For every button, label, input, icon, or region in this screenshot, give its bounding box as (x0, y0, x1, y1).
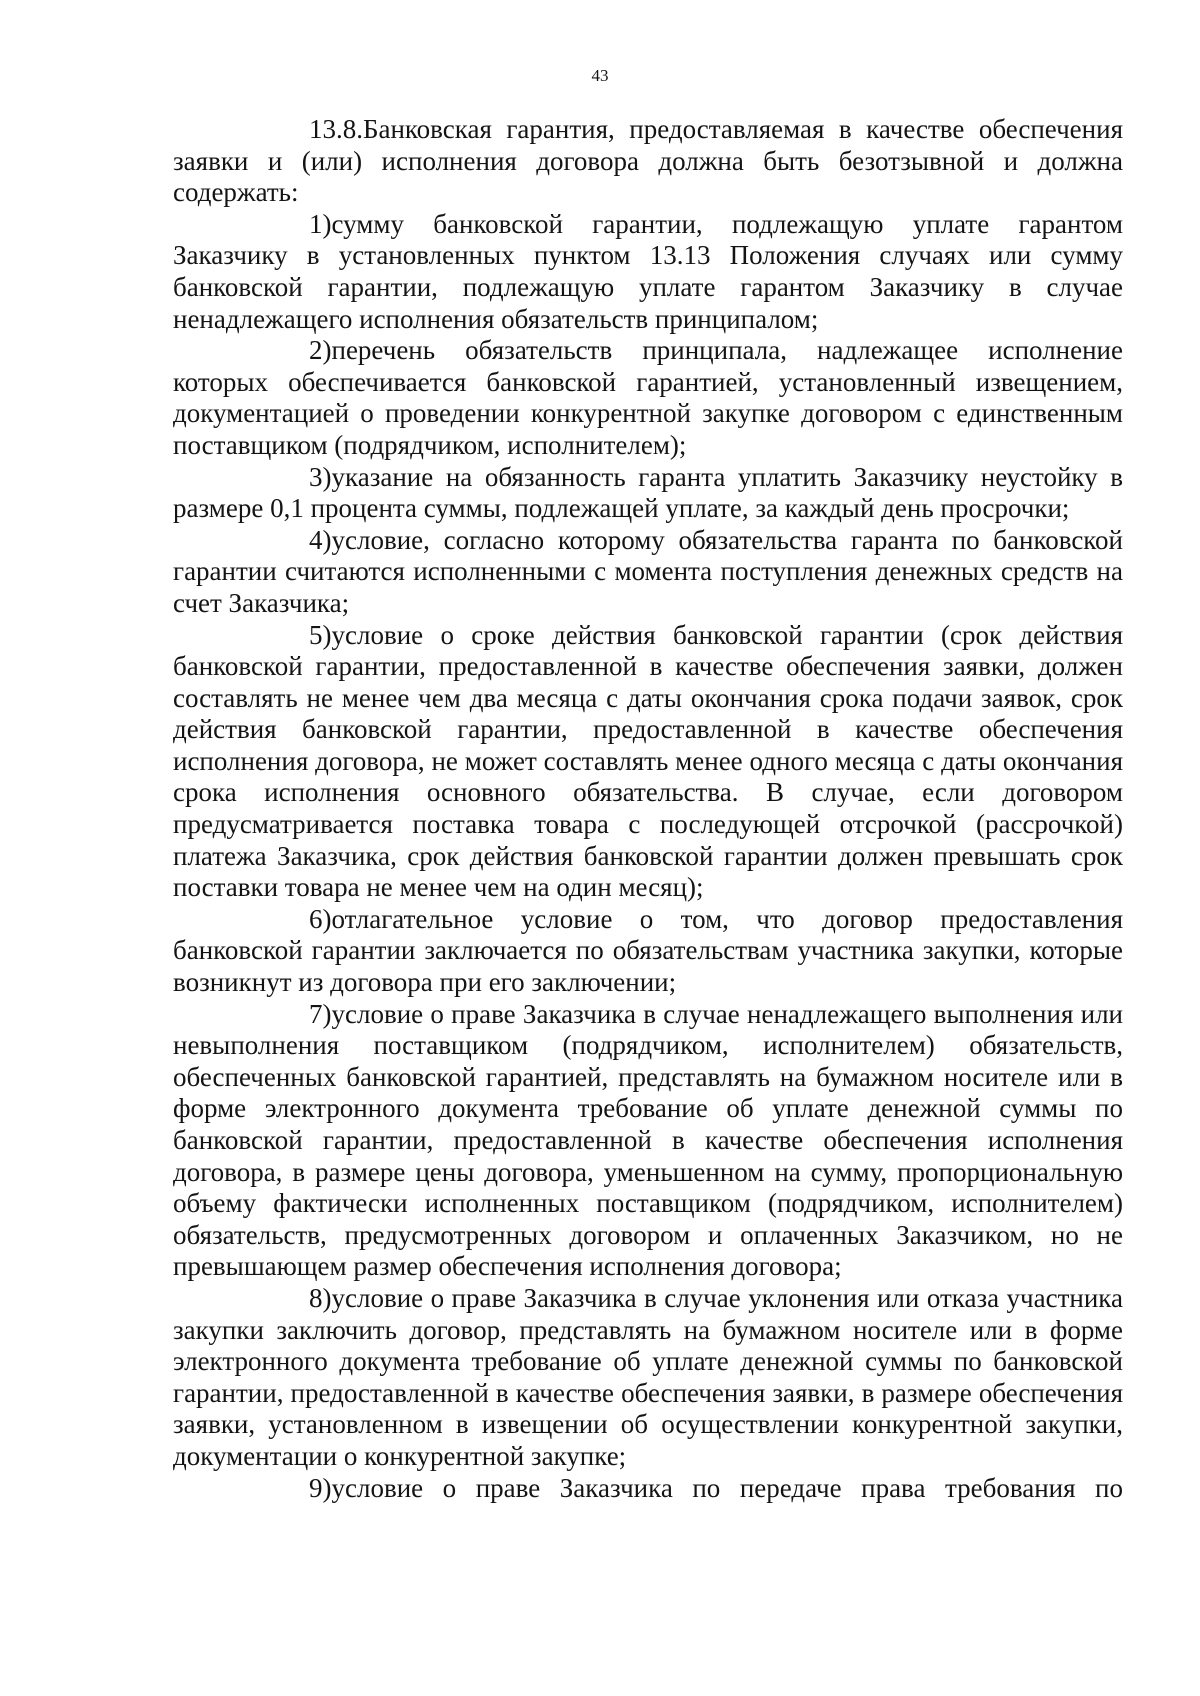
section-intro-text: Банковская гарантия, предоставляемая в качестве обеспечения заявки и (или) исполнения договора должна быть безотзывной и должна содержать: (173, 114, 1123, 208)
list-item-2 (173, 335, 1123, 461)
document-body (173, 114, 1123, 1504)
list-item-number: 3) (309, 461, 332, 492)
list-item-number: 5) (309, 619, 332, 650)
list-item-text: указание на обязанность гаранта уплатить Заказчику неустойку в размере 0,1 процента суммы, подлежащей уплате, за каждый день просрочки; (173, 461, 1123, 524)
list-item-number: 2) (309, 335, 332, 366)
list-item-text: условие о праве Заказчика в случае уклонения или отказа участника закупки заключить договор, представлять на бумажном носителе или в форме электронного документа требование об уплате денежной суммы по банковской гарантии, предоставленной в качестве обеспечения заявки, в размере обеспечения заявки, установленном в извещении об осуществлении конкурентной закупки, документации о конкурентной закупке; (173, 1282, 1123, 1471)
section-13-8-paragraph (173, 114, 1123, 209)
list-item-4 (173, 525, 1123, 620)
list-item-3 (173, 462, 1123, 525)
list-item-text: условие о праве Заказчика по передаче права требования по (331, 1472, 1123, 1503)
list-item-text: условие о праве Заказчика в случае ненадлежащего выполнения или невыполнения поставщиком (подрядчиком, исполнителем) обязательств, обеспеченных банковской гарантией, представлять на бумажном носителе или в форме электронного документа требование об уплате денежной суммы по банковской гарантии, предоставленной в качестве обеспечения исполнения договора, в размере цены договора, уменьшенном на сумму, пропорциональную объему фактически исполненных поставщиком (подрядчиком, исполнителем) обязательств, предусмотренных договором и оплаченных Заказчиком, но не превышающем размер обеспечения исполнения договора; (173, 998, 1123, 1282)
list-item-9 (173, 1473, 1123, 1505)
list-item-text: условие о сроке действия банковской гарантии (срок действия банковской гарантии, предоставленной в качестве обеспечения заявки, должен составлять не менее чем два месяца с даты окончания срока подачи заявок, срок действия банковской гарантии, предоставленной в качестве обеспечения исполнения договора, не может составлять менее одного месяца с даты окончания срока исполнения основного обязательства. В случае, если договором предусматривается поставка товара с последующей отсрочкой (рассрочкой) платежа Заказчика, срок действия банковской гарантии должен превышать срок поставки товара не менее чем на один месяц); (173, 619, 1123, 903)
list-item-text: сумму банковской гарантии, подлежащую уплате гарантом Заказчику в установленных пунктом 13.13 Положения случаях или сумму банковской гарантии, подлежащую уплате гарантом Заказчику в случае ненадлежащего исполнения обязательств принципалом; (173, 208, 1123, 334)
list-item-6 (173, 904, 1123, 999)
section-number: 13.8. (309, 114, 363, 144)
list-item-number: 4) (309, 524, 332, 555)
list-item-number: 9) (309, 1472, 332, 1503)
list-item-text: условие, согласно которому обязательства гаранта по банковской гарантии считаются исполненными с момента поступления денежных средств на счет Заказчика; (173, 524, 1123, 618)
list-item-number: 1) (309, 208, 332, 239)
list-item-5 (173, 620, 1123, 904)
list-item-1 (173, 209, 1123, 335)
list-item-text: отлагательное условие о том, что договор предоставления банковской гарантии заключается по обязательствам участника закупки, которые возникнут из договора при его заключении; (173, 903, 1123, 998)
list-item-text: перечень обязательств принципала, надлежащее исполнение которых обеспечивается банковской гарантией, установленный извещением, документацией о проведении конкурентной закупке договором с единственным поставщиком (подрядчиком, исполнителем); (173, 335, 1123, 460)
list-item-8 (173, 1283, 1123, 1473)
page-number: 43 (591, 66, 609, 85)
list-item-7 (173, 999, 1123, 1283)
list-item-number: 8) (309, 1282, 332, 1313)
list-item-number: 6) (309, 903, 332, 934)
list-item-number: 7) (309, 998, 332, 1029)
